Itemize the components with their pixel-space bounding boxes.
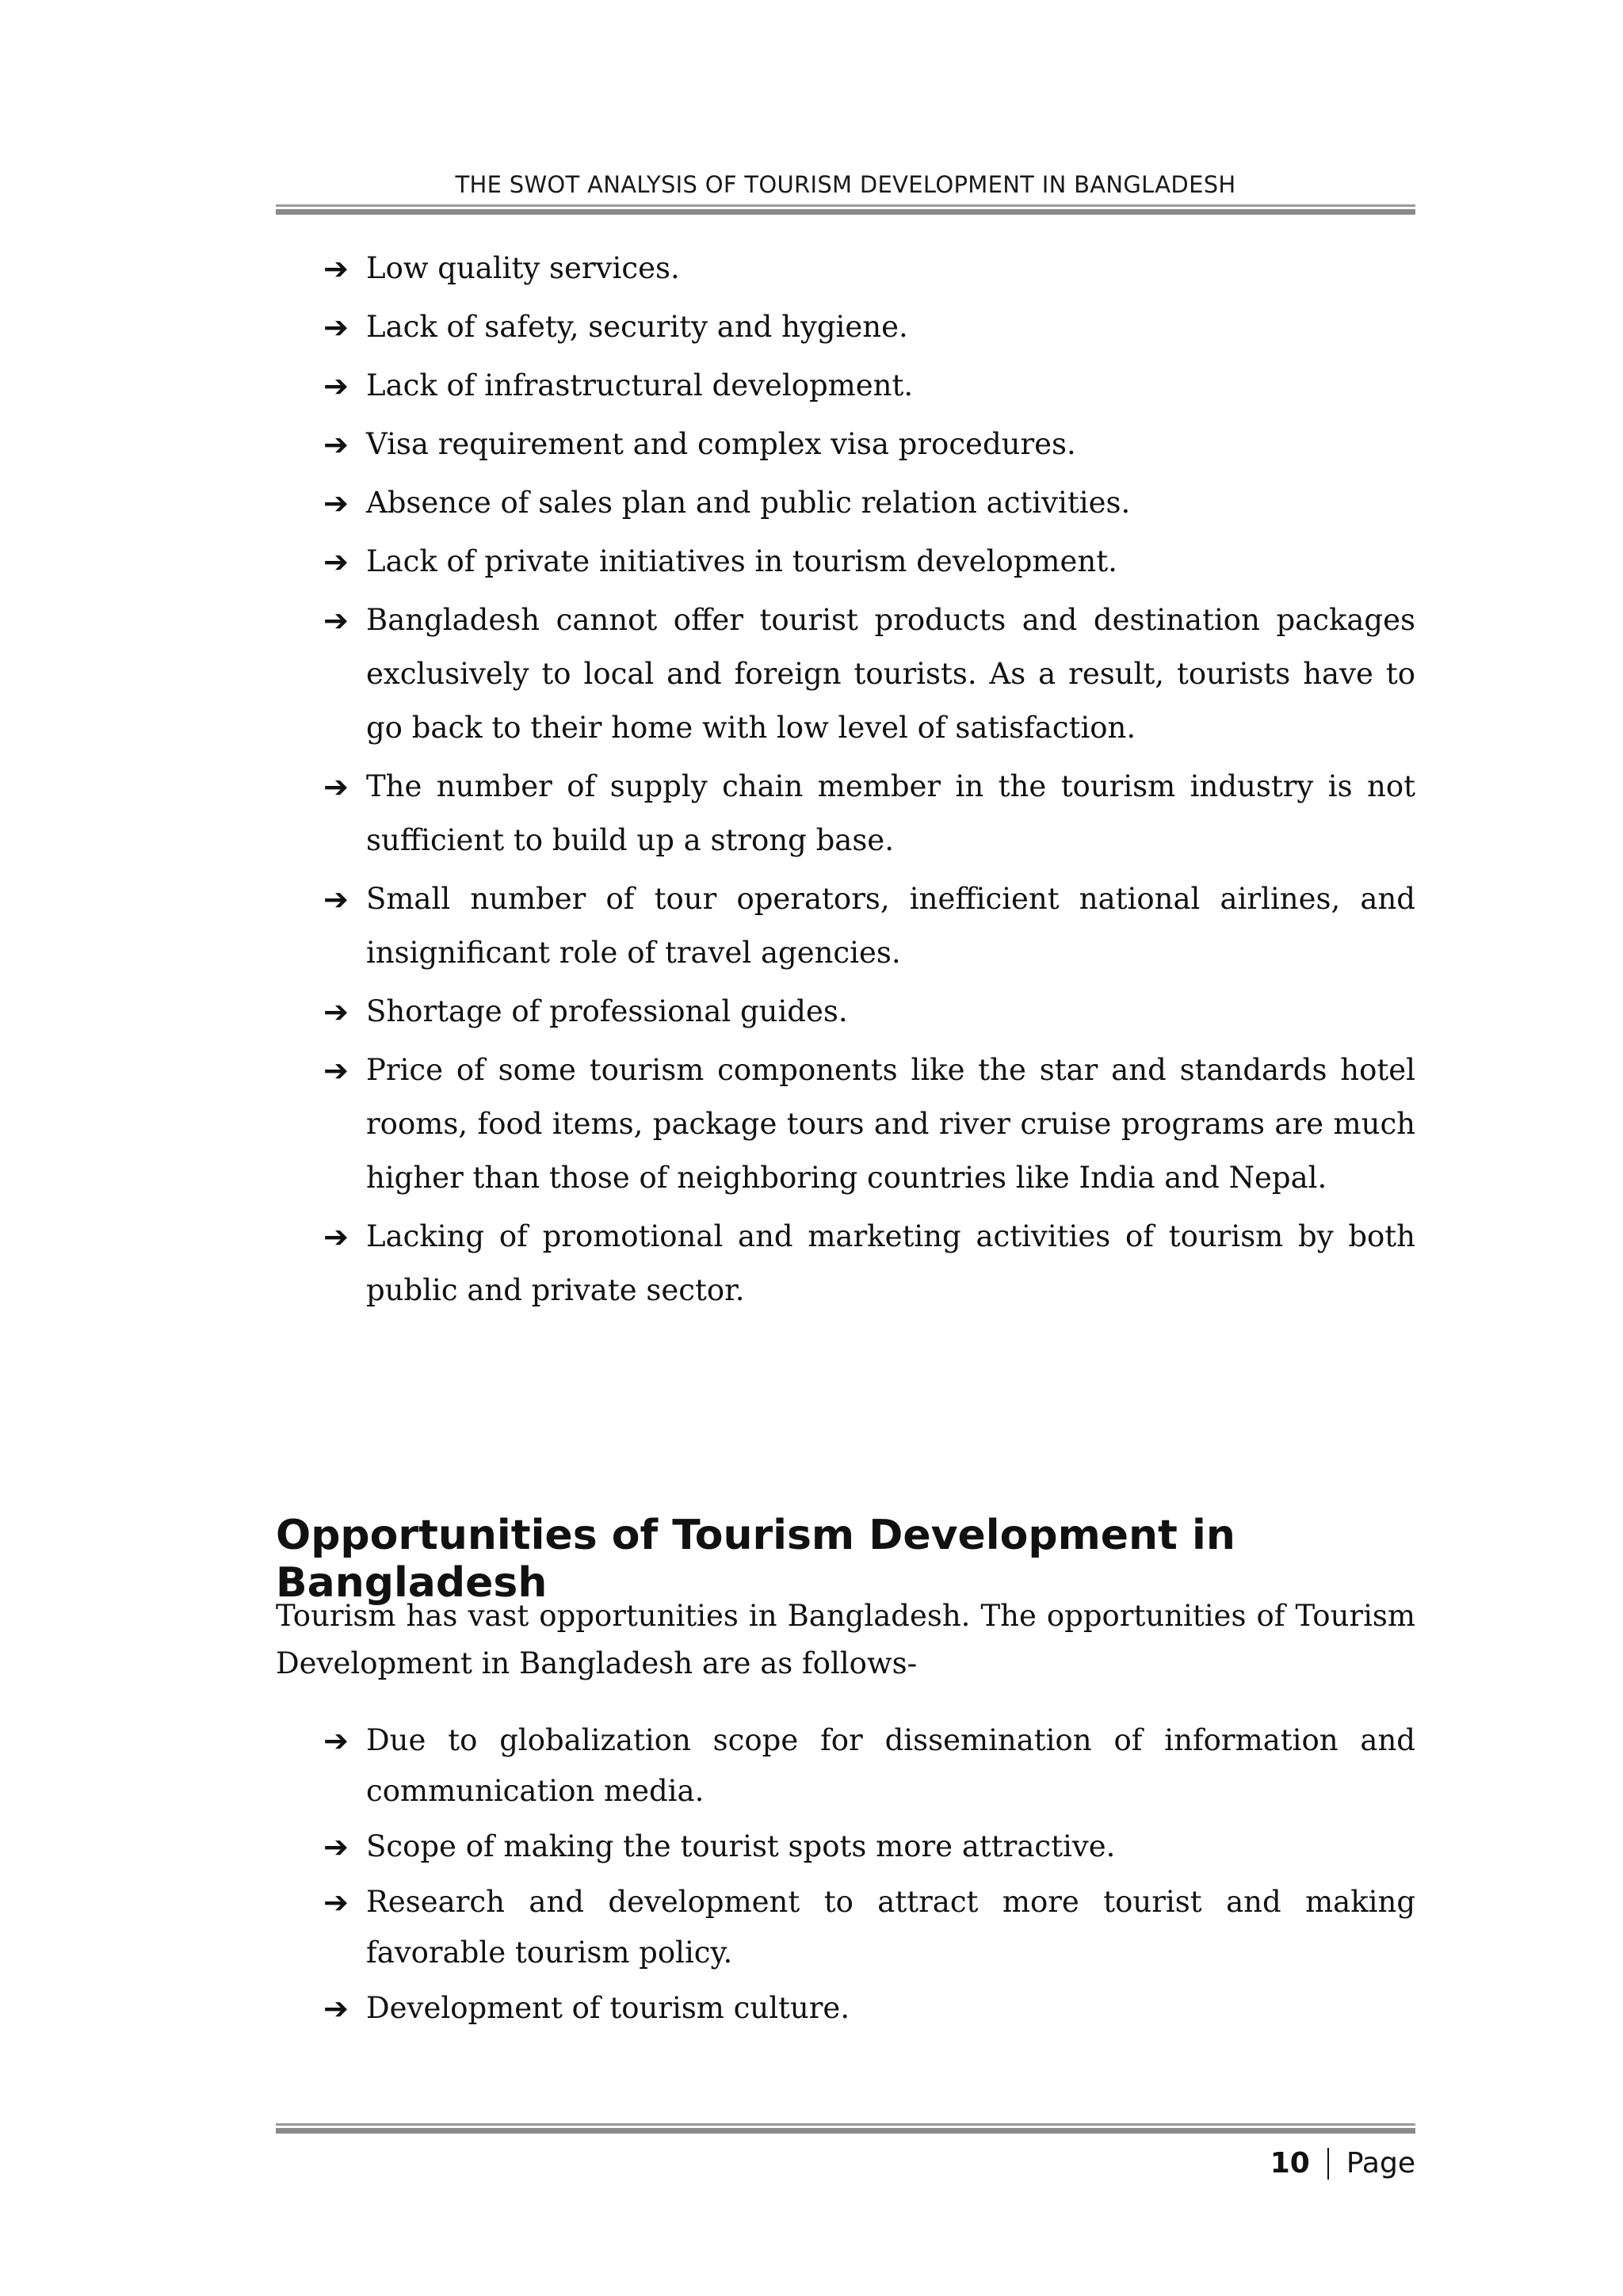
page-label: Page	[1346, 2147, 1415, 2180]
list-item: ➔ Bangladesh cannot offer tourist products and destination packages exclusively to local and foreign tourists. As a result, tourists have to go back to their home with low level of satisfaction.	[323, 593, 1415, 755]
arrow-right-icon: ➔	[323, 1053, 349, 1088]
arrow-right-icon: ➔	[323, 994, 349, 1029]
arrow-right-icon: ➔	[323, 486, 349, 521]
running-header: THE SWOT ANALYSIS OF TOURISM DEVELOPMENT IN BANGLADESH	[455, 171, 1236, 198]
footer-separator	[1327, 2148, 1329, 2180]
list-item: ➔ Visa requirement and complex visa procedures.	[323, 418, 1415, 471]
list-item: ➔ Absence of sales plan and public relation activities.	[323, 476, 1415, 530]
list-item: ➔ Lack of private initiatives in tourism development.	[323, 535, 1415, 589]
page-number: 10	[1270, 2147, 1310, 2180]
arrow-right-icon: ➔	[323, 1723, 349, 1758]
arrow-right-icon: ➔	[323, 1991, 349, 2026]
list-item: ➔ Research and development to attract more tourist and making favorable tourism policy.	[323, 1877, 1415, 1978]
list-item: ➔ Shortage of professional guides.	[323, 985, 1415, 1039]
list-item: ➔ Small number of tour operators, inefficient national airlines, and insignificant role of travel agencies.	[323, 872, 1415, 980]
list-item: ➔ Low quality services.	[323, 242, 1415, 296]
list-item: ➔ Due to globalization scope for dissemination of information and communication media.	[323, 1715, 1415, 1817]
section-heading: Opportunities of Tourism Development in Bangladesh	[276, 1512, 1235, 1607]
list-item: ➔ Development of tourism culture.	[323, 1983, 1415, 2034]
list-item: ➔ Scope of making the tourist spots more attractive.	[323, 1821, 1415, 1872]
footer-rule	[276, 2123, 1415, 2134]
list-item: ➔ Lack of safety, security and hygiene.	[323, 300, 1415, 354]
arrow-right-icon: ➔	[323, 251, 349, 286]
arrow-right-icon: ➔	[323, 427, 349, 462]
arrow-right-icon: ➔	[323, 769, 349, 804]
arrow-right-icon: ➔	[323, 882, 349, 917]
list-item: ➔ Lack of infrastructural development.	[323, 359, 1415, 413]
weakness-list	[323, 242, 1415, 1322]
section-intro: Tourism has vast opportunities in Bangladesh. The opportunities of Tourism Development in Bangladesh are as follows-	[276, 1599, 1415, 1680]
arrow-right-icon: ➔	[323, 1885, 349, 1920]
arrow-right-icon: ➔	[323, 1219, 349, 1254]
opportunity-list	[323, 1715, 1415, 2039]
arrow-right-icon: ➔	[323, 603, 349, 638]
list-item: ➔ Price of some tourism components like the star and standards hotel rooms, food items, package tours and river cruise programs are much higher than those of neighboring countries like India and Nepal.	[323, 1043, 1415, 1205]
list-item: ➔ The number of supply chain member in the tourism industry is not sufficient to build up a strong base.	[323, 760, 1415, 868]
arrow-right-icon: ➔	[323, 368, 349, 403]
header-rule	[276, 204, 1415, 215]
list-item: ➔ Lacking of promotional and marketing activities of tourism by both public and private sector.	[323, 1210, 1415, 1318]
page-footer	[1270, 2147, 1415, 2180]
arrow-right-icon: ➔	[323, 544, 349, 579]
arrow-right-icon: ➔	[323, 310, 349, 345]
arrow-right-icon: ➔	[323, 1829, 349, 1864]
